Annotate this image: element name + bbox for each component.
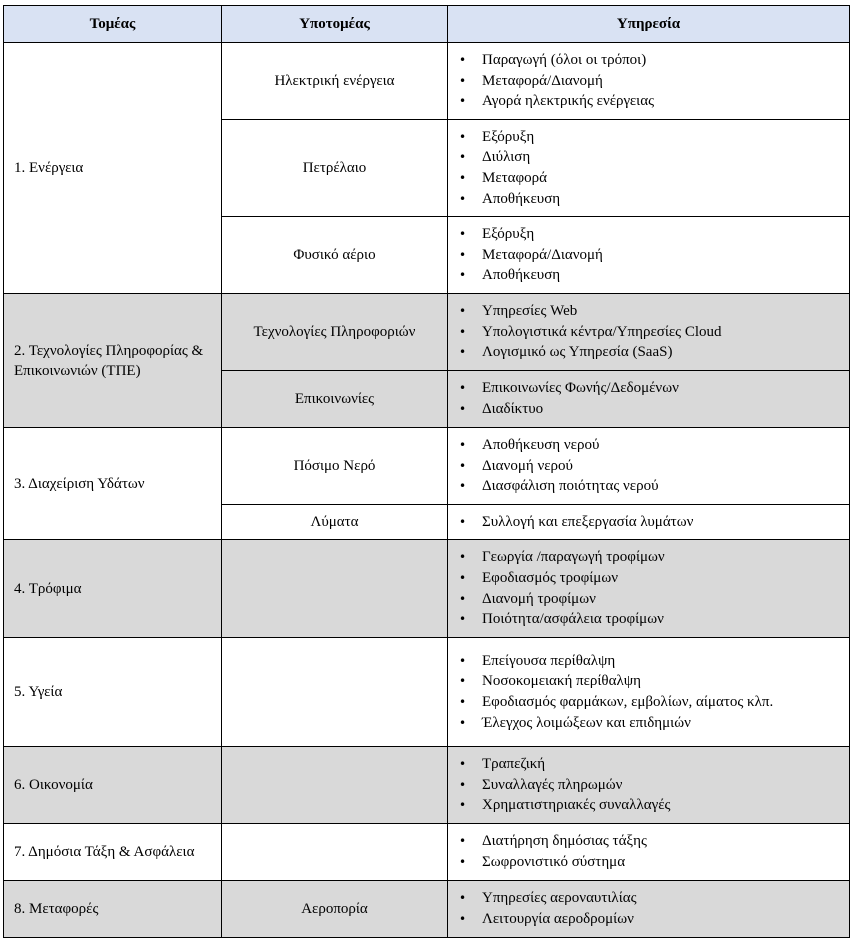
table-row xyxy=(4,747,850,824)
subsector-cell xyxy=(222,747,448,824)
service-list-item: • Εξόρυξη xyxy=(456,127,841,148)
service-list xyxy=(456,512,841,533)
sector-cell: 5. Υγεία xyxy=(4,638,222,747)
table-row xyxy=(4,824,850,881)
subsector-cell: Τεχνολογίες Πληροφοριών xyxy=(222,294,448,371)
service-list-item: • Εξόρυξη xyxy=(456,224,841,245)
service-list-item: • Εφοδιασμός τροφίμων xyxy=(456,568,841,589)
service-list-item: • Διανομή τροφίμων xyxy=(456,589,841,610)
service-list-item: • Μεταφορά/Διανομή xyxy=(456,245,841,266)
sector-cell: 2. Τεχνολογίες Πληροφορίας & Επικοινωνιών (ΤΠΕ) xyxy=(4,294,222,428)
service-list-item: • Υπολογιστικά κέντρα/Υπηρεσίες Cloud xyxy=(456,322,841,343)
header-sector: Τομέας xyxy=(4,6,222,43)
header-service: Υπηρεσία xyxy=(448,6,850,43)
service-list-item: • Παραγωγή (όλοι οι τρόποι) xyxy=(456,50,841,71)
table-body xyxy=(4,43,850,938)
service-list xyxy=(456,301,841,363)
service-cell xyxy=(448,294,850,371)
service-list-item: • Διανομή νερού xyxy=(456,456,841,477)
service-list xyxy=(456,888,841,929)
service-cell xyxy=(448,428,850,505)
subsector-cell xyxy=(222,540,448,638)
subsector-cell: Επικοινωνίες xyxy=(222,371,448,428)
service-list xyxy=(456,50,841,112)
service-cell xyxy=(448,43,850,120)
service-list xyxy=(456,754,841,816)
service-list xyxy=(456,831,841,872)
table-row xyxy=(4,881,850,938)
service-list-item: • Διασφάλιση ποιότητας νερού xyxy=(456,476,841,497)
sector-cell: 6. Οικονομία xyxy=(4,747,222,824)
table-row xyxy=(4,540,850,638)
service-cell xyxy=(448,217,850,294)
service-list-item: • Τραπεζική xyxy=(456,754,841,775)
header-subsector: Υποτομέας xyxy=(222,6,448,43)
service-list-item: • Διύλιση xyxy=(456,147,841,168)
service-list xyxy=(456,547,841,630)
subsector-cell: Αεροπορία xyxy=(222,881,448,938)
table-row xyxy=(4,638,850,747)
sectors-table xyxy=(3,5,850,938)
service-list-item: • Επείγουσα περίθαλψη xyxy=(456,651,841,672)
service-list-item: • Λειτουργία αεροδρομίων xyxy=(456,909,841,930)
subsector-cell: Λύματα xyxy=(222,505,448,540)
service-list-item: • Μεταφορά/Διανομή xyxy=(456,71,841,92)
sector-cell: 1. Ενέργεια xyxy=(4,43,222,294)
service-list xyxy=(456,435,841,497)
service-cell xyxy=(448,120,850,217)
subsector-cell: Φυσικό αέριο xyxy=(222,217,448,294)
service-cell xyxy=(448,881,850,938)
subsector-cell: Ηλεκτρική ενέργεια xyxy=(222,43,448,120)
service-list-item: • Χρηματιστηριακές συναλλαγές xyxy=(456,795,841,816)
subsector-cell xyxy=(222,638,448,747)
service-list-item: • Διατήρηση δημόσιας τάξης xyxy=(456,831,841,852)
service-list-item: • Υπηρεσίες αεροναυτιλίας xyxy=(456,888,841,909)
subsector-cell: Πόσιμο Νερό xyxy=(222,428,448,505)
service-list-item: • Εφοδιασμός φαρμάκων, εμβολίων, αίματος κλπ. xyxy=(456,692,841,713)
subsector-cell xyxy=(222,824,448,881)
header-row xyxy=(4,6,850,43)
service-list-item: • Διαδίκτυο xyxy=(456,399,841,420)
service-cell xyxy=(448,824,850,881)
service-cell xyxy=(448,638,850,747)
service-list-item: • Αγορά ηλεκτρικής ενέργειας xyxy=(456,91,841,112)
service-list-item: • Συλλογή και επεξεργασία λυμάτων xyxy=(456,512,841,533)
service-list-item: • Επικοινωνίες Φωνής/Δεδομένων xyxy=(456,378,841,399)
service-list-item: • Σωφρονιστικό σύστημα xyxy=(456,852,841,873)
service-list xyxy=(456,378,841,419)
service-list xyxy=(456,127,841,210)
service-list-item: • Υπηρεσίες Web xyxy=(456,301,841,322)
sector-cell: 4. Τρόφιμα xyxy=(4,540,222,638)
service-list-item: • Έλεγχος λοιμώξεων και επιδημιών xyxy=(456,713,841,734)
table-row xyxy=(4,428,850,505)
subsector-cell: Πετρέλαιο xyxy=(222,120,448,217)
table-row xyxy=(4,43,850,120)
service-cell xyxy=(448,371,850,428)
sector-cell: 8. Μεταφορές xyxy=(4,881,222,938)
service-list-item: • Συναλλαγές πληρωμών xyxy=(456,775,841,796)
service-list-item: • Αποθήκευση xyxy=(456,265,841,286)
service-list xyxy=(456,224,841,286)
service-list-item: • Αποθήκευση xyxy=(456,189,841,210)
sector-cell: 3. Διαχείριση Υδάτων xyxy=(4,428,222,540)
service-list xyxy=(456,651,841,734)
service-cell xyxy=(448,505,850,540)
service-list-item: • Λογισμικό ως Υπηρεσία (SaaS) xyxy=(456,342,841,363)
service-list-item: • Μεταφορά xyxy=(456,168,841,189)
service-cell xyxy=(448,540,850,638)
service-list-item: • Νοσοκομειακή περίθαλψη xyxy=(456,671,841,692)
service-list-item: • Αποθήκευση νερού xyxy=(456,435,841,456)
service-list-item: • Ποιότητα/ασφάλεια τροφίμων xyxy=(456,609,841,630)
service-cell xyxy=(448,747,850,824)
service-list-item: • Γεωργία /παραγωγή τροφίμων xyxy=(456,547,841,568)
table-row xyxy=(4,294,850,371)
sector-cell: 7. Δημόσια Τάξη & Ασφάλεια xyxy=(4,824,222,881)
